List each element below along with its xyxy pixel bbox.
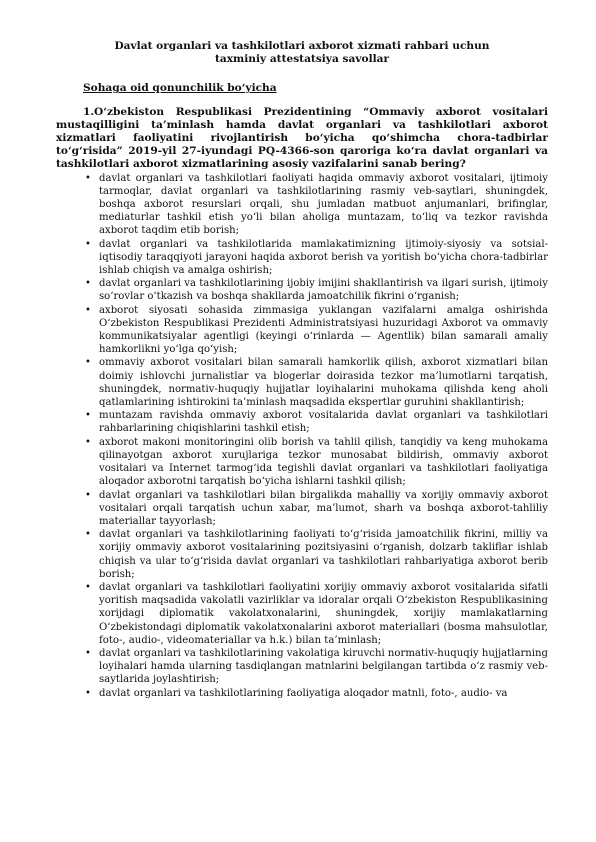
bullet-icon: •	[85, 238, 91, 250]
bullet-icon: •	[85, 410, 91, 422]
bullet-icon: •	[85, 581, 91, 593]
bullet-icon: •	[85, 278, 91, 290]
document-title-line-2: taxminiy attestatsiya savollar	[214, 53, 390, 66]
section-heading: Sohaga oid qonunchilik bo‘yicha	[83, 82, 277, 95]
list-item-text: davlat organlari va tashkilotlari faoliyatini xorijiy ommaviy axborot vositalarida sifatli yoritish maqsadida vakolatli vazirliklar va idoralar orqali O‘zbekiston Respublikasining xorijdagi diplomatik vakolatxonalarini, shuningdek, xorijiy mamlakatlarning O‘zbekistondagi diplomatik vakolatxonalarini axborot materiallari (bosma mahsulotlar, foto-, audio-, videomateriallar va h.k.) bilan ta’minlash;	[99, 581, 548, 646]
list-item	[85, 489, 548, 529]
list-item-text: muntazam ravishda ommaviy axborot vositalarida davlat organlari va tashkilotlari rahbarlarining chiqishlarini tashkil etish;	[99, 410, 548, 435]
list-item-text: davlat organlari va tashkilotlari bilan birgalikda mahalliy va xorijiy ommaviy axborot vositalari orqali tarqatish uchun xabar, ma’lumot, sharh va boshqa axborot-tahliliy materiallar tayyorlash;	[99, 489, 548, 527]
document-title	[56, 40, 548, 66]
bullet-icon: •	[85, 529, 91, 541]
bullet-icon: •	[85, 647, 91, 659]
list-item	[85, 277, 548, 303]
answer-list	[56, 172, 548, 700]
list-item	[85, 436, 548, 489]
list-item-text: davlat organlari va tashkilotlarining ijobiy imijini shakllantirish va ilgari surish, ijtimoiy so‘rovlar o‘tkazish va boshqa shakllarda jamoatchilik fikrini o‘rganish;	[99, 278, 548, 303]
list-item	[85, 238, 548, 278]
list-item-text: davlat organlari va tashkilotlarining faoliyatiga aloqador matnli, foto-, audio- va	[99, 687, 508, 699]
document-title-line-1: Davlat organlari va tashkilotlari axborot xizmati rahbari uchun	[114, 40, 490, 52]
list-item	[85, 356, 548, 409]
list-item-text: davlat organlari va tashkilotlarida mamlakatimizning ijtimoiy-siyosiy va sotsial-iqtisodiy taraqqiyoti jarayoni haqida axborot berish va yoritish bo‘yicha chora-tadbirlar ishlab chiqish va amalga oshirish;	[99, 238, 548, 277]
list-item	[85, 304, 548, 357]
bullet-icon: •	[85, 357, 91, 369]
list-item-text: axborot siyosati sohasida zimmasiga yuklangan vazifalarni amalga oshirishda O‘zbekiston Respublikasi Prezidenti Administratsiyasi huzuridagi Axborot va ommaviy kommunikatsiyalar agentligi (keyingi o‘rinlarda — Agentlik) bilan samarali amaliy hamkorlikni yo‘lga qo‘yish;	[99, 304, 548, 356]
list-item	[85, 528, 548, 581]
list-item	[85, 172, 548, 238]
bullet-icon: •	[85, 687, 91, 699]
bullet-icon: •	[85, 436, 91, 448]
bullet-icon: •	[85, 172, 91, 184]
question-1: 1.O‘zbekiston Respublikasi Prezidentining “Ommaviy axborot vositalari mustaqilligini ta’minlash hamda davlat organlari va tashkilotlari axborot xizmatlari faoliyatini rivojlantirish bo‘yicha qo‘shimcha chora-tadbirlar to‘g‘risida” 2019-yil 27-iyundagi PQ-4366-son qaroriga ko‘ra davlat organlari va tashkilotlari axborot xizmatlarining asosiy vazifalarini sanab bering?	[56, 105, 548, 171]
list-item	[85, 687, 548, 700]
list-item-text: axborot makoni monitoringini olib borish va tahlil qilish, tanqidiy va keng muhokama qilinayotgan axborot xurujlariga tezkor munosabat bildirish, ommaviy axborot vositalari va Internet tarmog‘ida tegishli davlat organlari va tashkilotlari faoliyatiga aloqador axborotni tarqatish bo‘yicha ishlarni tashkil qilish;	[99, 436, 548, 488]
list-item-text: davlat organlari va tashkilotlarining faoliyati to‘g‘risida jamoatchilik fikrini, milliy va xorijiy ommaviy axborot vositalarining pozitsiyasini o‘rganish, dolzarb takliflar ishlab chiqish va ular to‘g‘risida davlat organlari va tashkilotlari rahbariyatiga axborot berib borish;	[99, 529, 548, 580]
list-item-text: ommaviy axborot vositalari bilan samarali hamkorlik qilish, axborot xizmatlari bilan doimiy ishlovchi jurnalistlar va blogerlar doirasida tezkor ma’lumotlarni tarqatish, shuningdek, normativ-huquqiy hujjatlar loyihalarini muhokama qilishda keng aholi qatlamlarining ishtirokini ta’minlash maqsadida ekspertlar guruhini shakllantirish;	[99, 357, 548, 409]
list-item	[85, 581, 548, 647]
bullet-icon: •	[85, 304, 91, 316]
list-item	[85, 409, 548, 435]
list-item	[85, 647, 548, 687]
list-item-text: davlat organlari va tashkilotlari faoliyati haqida ommaviy axborot vositalari, ijtimoiy tarmoqlar, davlat organlari va tashkilotlarining rasmiy veb-saytlari, shuningdek, boshqa axborot resurslari orqali, shu jumladan matbuot anjumanlari, brifinglar, mediaturlar tashkil etish yo‘li bilan aholiga muntazam, to‘liq va tezkor ravishda axborot taqdim etib borish;	[99, 172, 548, 237]
list-item-text: davlat organlari va tashkilotlarining vakolatiga kiruvchi normativ-huquqiy hujjatlarning loyihalari hamda ularning tasdiqlangan matnlarini belgilangan tartibda o‘z rasmiy veb-saytlarida joylashtirish;	[99, 647, 548, 686]
bullet-icon: •	[85, 489, 91, 501]
